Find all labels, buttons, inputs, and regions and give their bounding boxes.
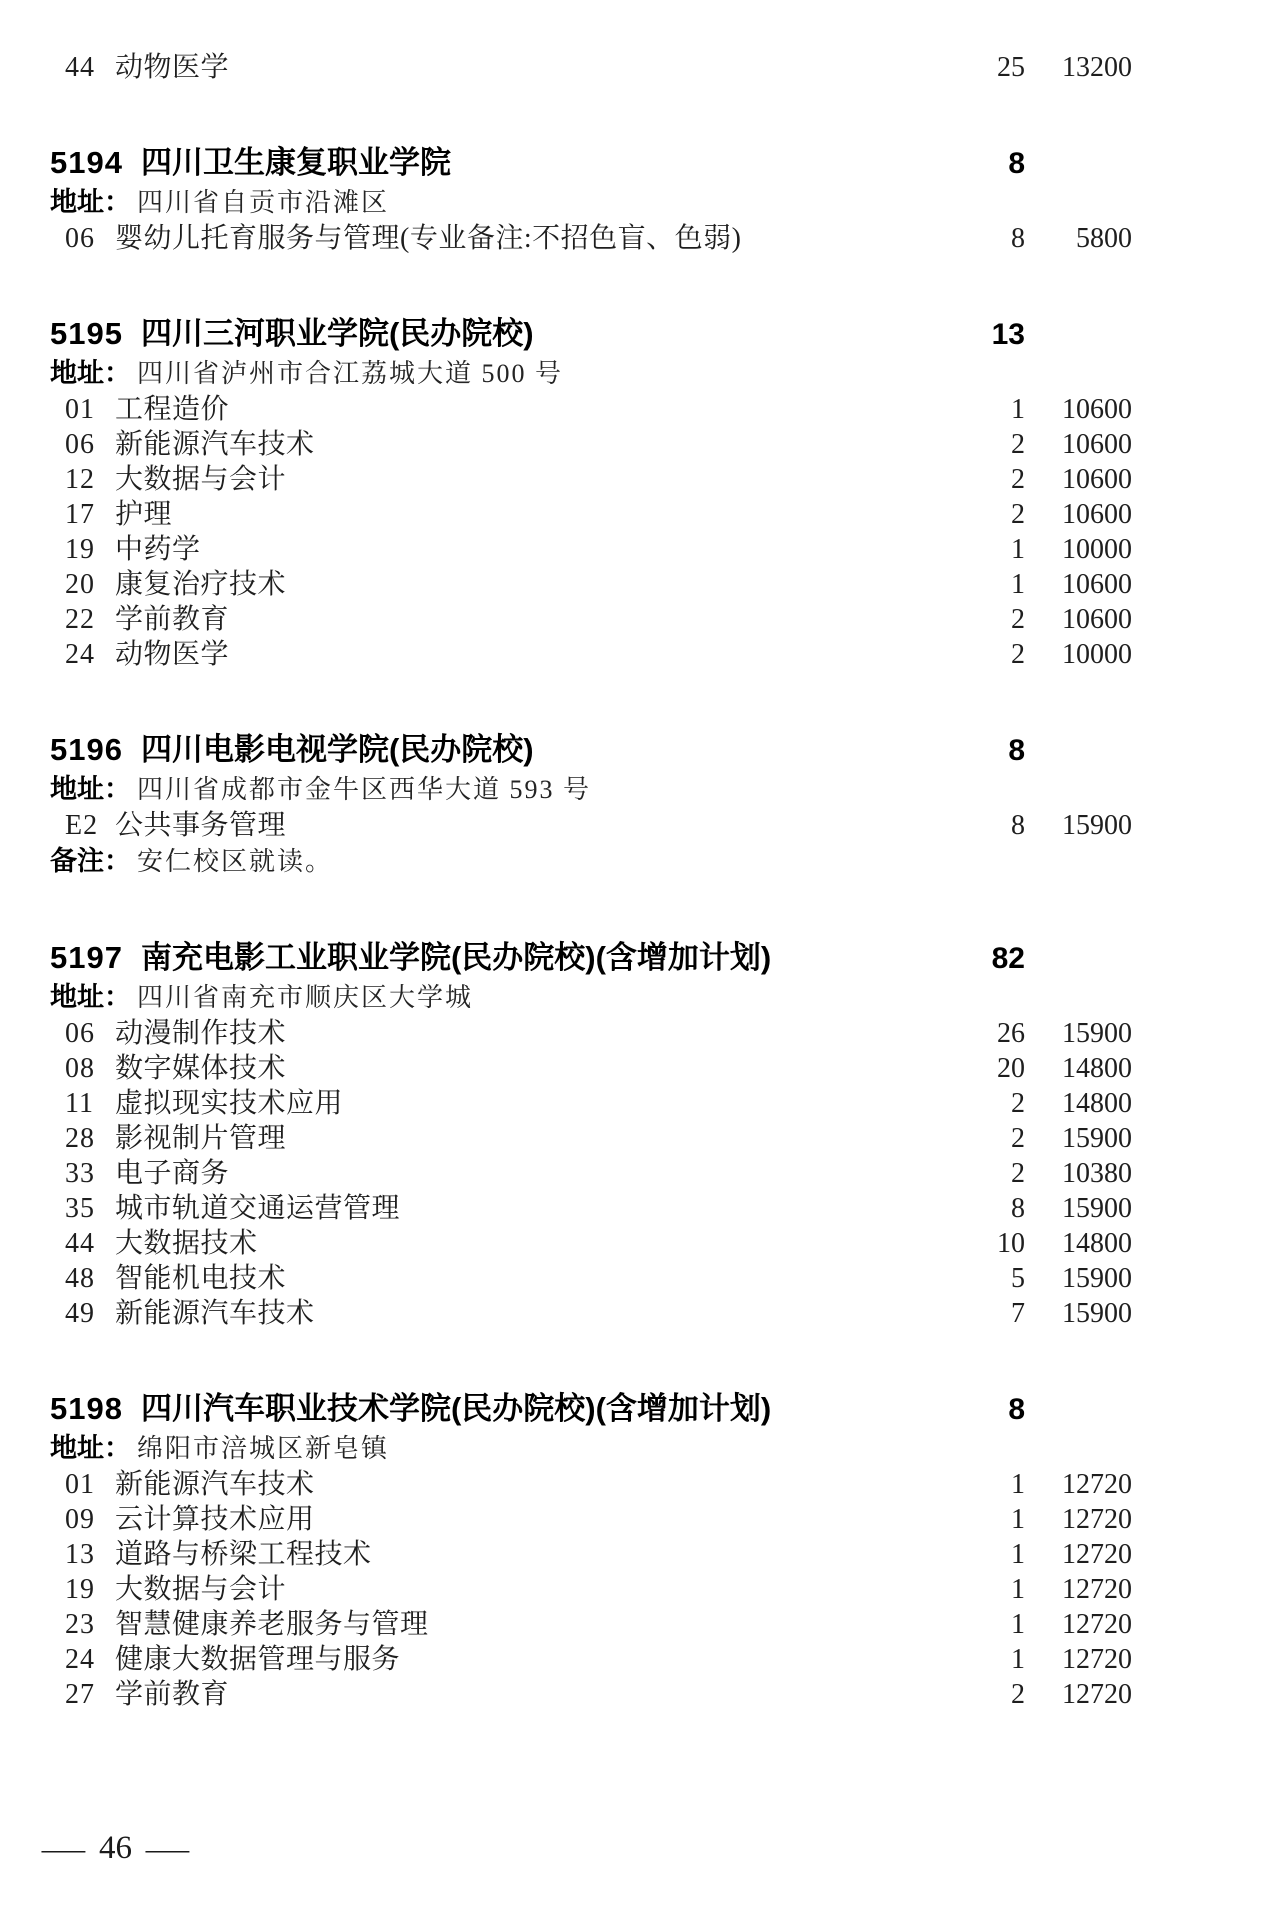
- school-code: 5198: [50, 1391, 123, 1426]
- major-row: [0, 1051, 1270, 1086]
- major-fee: 13200: [1062, 52, 1132, 83]
- major-name: 虚拟现实技术应用: [115, 1088, 344, 1119]
- major-fee: 10600: [1062, 499, 1132, 530]
- address-left: [0, 771, 1132, 808]
- school-section: [0, 937, 1270, 1331]
- school-code: 5195: [50, 316, 123, 351]
- major-fee: 14800: [1062, 1053, 1132, 1084]
- school-code: 5194: [50, 145, 123, 180]
- major-row: [0, 1121, 1270, 1156]
- major-row: [0, 221, 1270, 256]
- sections: [0, 142, 1270, 1712]
- major-count: 1: [1011, 1609, 1025, 1640]
- address-line: [0, 771, 1270, 808]
- major-name: 动物医学: [115, 52, 230, 83]
- major-code: 44: [65, 1228, 95, 1259]
- school-name: 四川电影电视学院(民办院校): [140, 732, 534, 767]
- major-code: 27: [65, 1679, 95, 1710]
- major-code: 06: [65, 1018, 95, 1049]
- major-name: 健康大数据管理与服务: [115, 1644, 401, 1675]
- major-code: 33: [65, 1158, 95, 1189]
- address-left: [0, 979, 1132, 1016]
- major-count: 1: [1011, 1644, 1025, 1675]
- major-count: 1: [1011, 394, 1025, 425]
- major-left: [0, 1572, 955, 1607]
- major-fee: 10000: [1062, 534, 1132, 565]
- major-count: 8: [1011, 223, 1025, 254]
- major-count: 1: [1011, 1539, 1025, 1570]
- major-code: E2: [65, 810, 99, 841]
- major-count: 1: [1011, 569, 1025, 600]
- major-name: 新能源汽车技术: [115, 429, 315, 460]
- major-row: [0, 1296, 1270, 1331]
- school-section: [0, 1388, 1270, 1712]
- major-left: [0, 567, 955, 602]
- major-left: [0, 1467, 955, 1502]
- major-code: 01: [65, 1469, 95, 1500]
- major-name: 大数据与会计: [115, 1574, 287, 1605]
- major-left: [0, 1191, 955, 1226]
- major-fee: 15900: [1062, 1018, 1132, 1049]
- major-name: 康复治疗技术: [115, 569, 287, 600]
- note-line: [0, 843, 1270, 880]
- major-row: [0, 567, 1270, 602]
- major-row: [0, 392, 1270, 427]
- major-count: 25: [997, 52, 1025, 83]
- major-name: 电子商务: [115, 1158, 230, 1189]
- address-text: 四川省南充市顺庆区大学城: [137, 983, 474, 1012]
- major-fee: 12720: [1062, 1469, 1132, 1500]
- address-left: [0, 184, 1132, 221]
- major-code: 06: [65, 223, 95, 254]
- major-code: 06: [65, 429, 95, 460]
- major-count: 1: [1011, 1574, 1025, 1605]
- major-count: 10: [997, 1228, 1025, 1259]
- address-label: 地址：: [50, 774, 131, 804]
- major-fee: 14800: [1062, 1228, 1132, 1259]
- address-text: 四川省成都市金牛区西华大道 593 号: [137, 775, 592, 804]
- major-row: [0, 602, 1270, 637]
- header-left: [0, 313, 955, 355]
- major-left: [0, 602, 955, 637]
- major-count: 2: [1011, 429, 1025, 460]
- address-left: [0, 355, 1132, 392]
- major-row: [0, 1226, 1270, 1261]
- header-left: [0, 142, 955, 184]
- major-count: 2: [1011, 639, 1025, 670]
- major-left: [0, 221, 955, 256]
- major-name: 学前教育: [115, 1679, 230, 1710]
- school-header: [0, 1388, 1270, 1430]
- major-left: [0, 1537, 955, 1572]
- school-total: 82: [991, 942, 1025, 975]
- major-left: [0, 808, 955, 843]
- major-code: 28: [65, 1123, 95, 1154]
- major-code: 35: [65, 1193, 95, 1224]
- address-text: 四川省泸州市合江荔城大道 500 号: [137, 359, 564, 388]
- major-row: [0, 50, 1270, 85]
- major-left: [0, 532, 955, 567]
- major-fee: 10600: [1062, 569, 1132, 600]
- major-count: 1: [1011, 1469, 1025, 1500]
- major-left: [0, 1016, 955, 1051]
- major-left: [0, 1502, 955, 1537]
- major-code: 44: [65, 52, 95, 83]
- major-code: 13: [65, 1539, 95, 1570]
- major-count: 1: [1011, 1504, 1025, 1535]
- major-fee: 12720: [1062, 1644, 1132, 1675]
- school-section: [0, 313, 1270, 672]
- major-fee: 10600: [1062, 394, 1132, 425]
- note-label: 备注：: [50, 846, 131, 876]
- major-count: 2: [1011, 1158, 1025, 1189]
- major-row: [0, 532, 1270, 567]
- address-left: [0, 1430, 1132, 1467]
- major-code: 08: [65, 1053, 95, 1084]
- major-name: 动漫制作技术: [115, 1018, 287, 1049]
- header-left: [0, 729, 955, 771]
- major-row: [0, 1537, 1270, 1572]
- major-fee: 14800: [1062, 1088, 1132, 1119]
- major-row: [0, 1572, 1270, 1607]
- address-line: [0, 184, 1270, 221]
- major-code: 24: [65, 639, 95, 670]
- major-code: 01: [65, 394, 95, 425]
- header-left: [0, 1388, 955, 1430]
- major-left: [0, 1051, 955, 1086]
- footer: [41, 1830, 190, 1867]
- school-name: 四川汽车职业技术学院(民办院校)(含增加计划): [140, 1391, 772, 1426]
- school-name: 四川三河职业学院(民办院校): [140, 316, 534, 351]
- school-total: 8: [1008, 147, 1025, 180]
- school-header: [0, 729, 1270, 771]
- address-text: 绵阳市涪城区新皂镇: [137, 1434, 390, 1463]
- major-left: [0, 637, 955, 672]
- major-code: 12: [65, 464, 95, 495]
- major-row: [0, 1642, 1270, 1677]
- school-section: [0, 729, 1270, 880]
- major-row: [0, 637, 1270, 672]
- major-row: [0, 1677, 1270, 1712]
- major-left: [0, 392, 955, 427]
- school-header: [0, 937, 1270, 979]
- school-code: 5197: [50, 940, 123, 975]
- major-fee: 10000: [1062, 639, 1132, 670]
- major-name: 大数据技术: [115, 1228, 258, 1259]
- school-section: [0, 142, 1270, 256]
- major-row: [0, 1191, 1270, 1226]
- major-name: 婴幼儿托育服务与管理(专业备注:不招色盲、色弱): [115, 223, 742, 254]
- major-row: [0, 1261, 1270, 1296]
- major-code: 09: [65, 1504, 95, 1535]
- major-row: [0, 427, 1270, 462]
- school-header: [0, 142, 1270, 184]
- major-row: [0, 1607, 1270, 1642]
- major-code: 19: [65, 534, 95, 565]
- major-name: 大数据与会计: [115, 464, 287, 495]
- major-left: [0, 1226, 955, 1261]
- major-left: [0, 1261, 955, 1296]
- major-fee: 15900: [1062, 1193, 1132, 1224]
- school-header: [0, 313, 1270, 355]
- major-code: 49: [65, 1298, 95, 1329]
- major-fee: 5800: [1076, 223, 1132, 254]
- major-left: [0, 462, 955, 497]
- major-fee: 10600: [1062, 429, 1132, 460]
- major-row: [0, 1156, 1270, 1191]
- major-name: 智能机电技术: [115, 1263, 287, 1294]
- major-name: 影视制片管理: [115, 1123, 287, 1154]
- major-name: 工程造价: [115, 394, 230, 425]
- major-count: 2: [1011, 1679, 1025, 1710]
- address-label: 地址：: [50, 358, 131, 388]
- major-row: [0, 1502, 1270, 1537]
- address-line: [0, 355, 1270, 392]
- major-fee: 12720: [1062, 1504, 1132, 1535]
- major-code: 17: [65, 499, 95, 530]
- major-fee: 15900: [1062, 1298, 1132, 1329]
- major-count: 26: [997, 1018, 1025, 1049]
- major-code: 11: [65, 1088, 94, 1119]
- major-count: 2: [1011, 1088, 1025, 1119]
- major-left: [0, 1086, 955, 1121]
- major-name: 护理: [115, 499, 173, 530]
- major-left: [0, 50, 955, 85]
- major-count: 2: [1011, 464, 1025, 495]
- school-total: 8: [1008, 734, 1025, 767]
- major-left: [0, 1677, 955, 1712]
- major-name: 学前教育: [115, 604, 230, 635]
- major-fee: 12720: [1062, 1609, 1132, 1640]
- major-left: [0, 1156, 955, 1191]
- school-name: 南充电影工业职业学院(民办院校)(含增加计划): [140, 940, 772, 975]
- major-count: 8: [1011, 1193, 1025, 1224]
- address-line: [0, 979, 1270, 1016]
- major-code: 20: [65, 569, 95, 600]
- major-code: 19: [65, 1574, 95, 1605]
- footer-dash-right: —: [145, 1830, 190, 1866]
- major-code: 24: [65, 1644, 95, 1675]
- major-name: 公共事务管理: [115, 810, 287, 841]
- note-text: 安仁校区就读。: [137, 847, 334, 876]
- major-count: 2: [1011, 604, 1025, 635]
- footer-dash-left: —: [41, 1830, 86, 1866]
- major-left: [0, 1296, 955, 1331]
- major-count: 2: [1011, 1123, 1025, 1154]
- major-fee: 15900: [1062, 1123, 1132, 1154]
- major-count: 1: [1011, 534, 1025, 565]
- major-count: 8: [1011, 810, 1025, 841]
- address-label: 地址：: [50, 982, 131, 1012]
- major-name: 动物医学: [115, 639, 230, 670]
- address-text: 四川省自贡市沿滩区: [137, 188, 390, 217]
- school-code: 5196: [50, 732, 123, 767]
- major-fee: 12720: [1062, 1539, 1132, 1570]
- major-name: 云计算技术应用: [115, 1504, 315, 1535]
- major-fee: 15900: [1062, 1263, 1132, 1294]
- major-left: [0, 497, 955, 532]
- address-label: 地址：: [50, 1433, 131, 1463]
- major-fee: 10600: [1062, 604, 1132, 635]
- header-left: [0, 937, 955, 979]
- major-code: 23: [65, 1609, 95, 1640]
- orphan-rows: [0, 0, 1270, 85]
- major-count: 5: [1011, 1263, 1025, 1294]
- major-code: 48: [65, 1263, 95, 1294]
- major-name: 中药学: [115, 534, 201, 565]
- major-fee: 12720: [1062, 1574, 1132, 1605]
- major-row: [0, 1016, 1270, 1051]
- major-name: 道路与桥梁工程技术: [115, 1539, 372, 1570]
- major-name: 智慧健康养老服务与管理: [115, 1609, 429, 1640]
- school-total: 8: [1008, 1393, 1025, 1426]
- major-count: 2: [1011, 499, 1025, 530]
- school-name: 四川卫生康复职业学院: [140, 145, 451, 180]
- major-left: [0, 1642, 955, 1677]
- major-fee: 10600: [1062, 464, 1132, 495]
- major-row: [0, 808, 1270, 843]
- major-count: 7: [1011, 1298, 1025, 1329]
- major-code: 22: [65, 604, 95, 635]
- major-name: 新能源汽车技术: [115, 1469, 315, 1500]
- major-name: 数字媒体技术: [115, 1053, 287, 1084]
- major-fee: 10380: [1062, 1158, 1132, 1189]
- major-name: 城市轨道交通运营管理: [115, 1193, 401, 1224]
- major-row: [0, 497, 1270, 532]
- major-count: 20: [997, 1053, 1025, 1084]
- major-name: 新能源汽车技术: [115, 1298, 315, 1329]
- major-row: [0, 1467, 1270, 1502]
- address-label: 地址：: [50, 187, 131, 217]
- major-fee: 15900: [1062, 810, 1132, 841]
- school-total: 13: [991, 318, 1025, 351]
- note-left: [0, 843, 1132, 880]
- major-fee: 12720: [1062, 1679, 1132, 1710]
- major-left: [0, 1607, 955, 1642]
- major-row: [0, 462, 1270, 497]
- major-left: [0, 427, 955, 462]
- major-left: [0, 1121, 955, 1156]
- page-number: 46: [99, 1830, 132, 1866]
- address-line: [0, 1430, 1270, 1467]
- major-row: [0, 1086, 1270, 1121]
